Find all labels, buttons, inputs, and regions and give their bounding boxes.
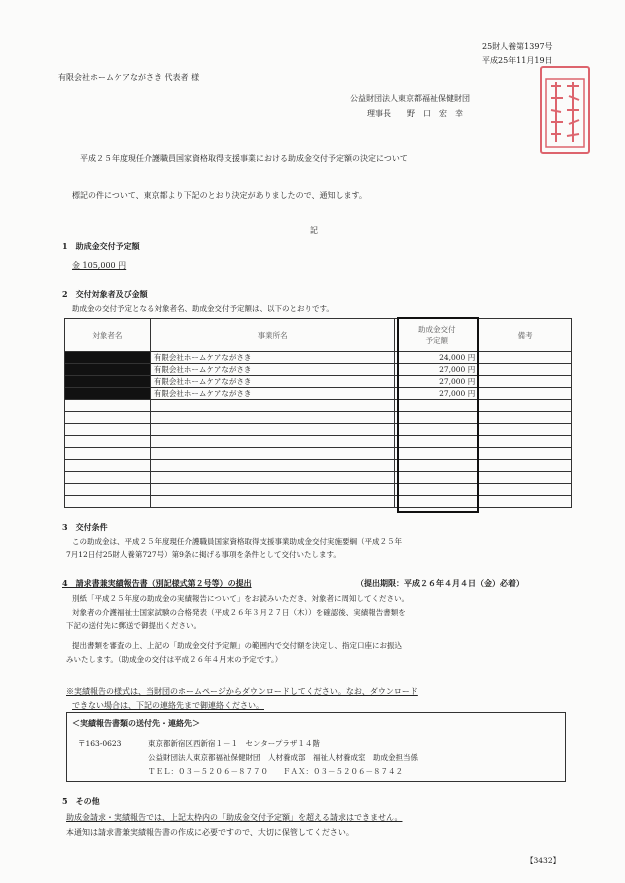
table-row	[65, 352, 572, 364]
empty-row	[65, 424, 572, 436]
section-3-line1: この助成金は、平成２５年度現任介護職員国家資格取得支援事業助成金交付実施要綱（平成２５年	[72, 537, 402, 546]
header-remarks: 備考	[479, 319, 572, 352]
remarks-cell	[479, 388, 572, 400]
contact-heading: ＜実績報告書類の送付先・連絡先＞	[72, 718, 200, 728]
section-5-line1: 助成金請求・実績報告では、上記太枠内の「助成金交付予定額」を超える請求はできません。	[66, 813, 403, 822]
section-4-line: 別紙「平成２５年度の助成金の実績報告について」をお読みいただき、対象者に周知してください。	[72, 594, 410, 603]
section-4-line: 提出書類を審査の上、上記の「助成金交付予定額」の範囲内で交付額を決定し、指定口座にお振込	[72, 641, 402, 650]
doc-date: 平成25年11月19日	[482, 56, 553, 65]
ki-heading: 記	[310, 226, 318, 235]
section-2-heading: 2 交付対象者及び金額	[62, 289, 148, 299]
empty-row	[65, 412, 572, 424]
addressee: 有限会社ホームケアながさき 代表者 様	[58, 73, 200, 82]
redacted-name	[65, 352, 151, 364]
empty-row	[65, 436, 572, 448]
contact-tel-fax: ＴＥＬ：０３－５２０６－８７７０ ＦＡＸ：０３－５２０６－８７４２	[148, 767, 403, 776]
empty-row	[65, 448, 572, 460]
remarks-cell	[479, 364, 572, 376]
amount-cell: 27,000 円	[395, 388, 479, 400]
section-3-line2: 7月12日付25財人養第727号）第9条に掲げる事項を条件として交付いたします。	[66, 550, 341, 559]
amount-cell: 24,000 円	[395, 352, 479, 364]
redacted-name	[65, 388, 151, 400]
empty-row	[65, 484, 572, 496]
section-5-line2: 本通知は請求書兼実績報告書の作成に必要ですので、大切に保管してください。	[66, 828, 354, 837]
section-4-line: みいたします。（助成金の交付は平成２６年４月末の予定です。）	[66, 655, 283, 664]
section-1-heading: 1 助成金交付予定額	[62, 241, 140, 251]
section-4-line: 対象者の介護福祉士国家試験の合格発表（平成２６年３月２７日（木））を確認後、実績報告書類を	[72, 608, 406, 617]
section-5-heading: 5 その他	[62, 796, 100, 806]
remarks-cell	[479, 376, 572, 388]
empty-row	[65, 472, 572, 484]
table-row	[65, 364, 572, 376]
document-title: 平成２５年度現任介護職員国家資格取得支援事業における助成金交付予定額の決定について	[80, 154, 408, 163]
sender-name: 理事長 野 口 宏 幸	[367, 109, 463, 118]
amount-bold-frame	[397, 317, 479, 513]
grant-amount: 金 105,000 円	[72, 261, 127, 270]
amount-cell: 27,000 円	[395, 364, 479, 376]
table-row	[65, 388, 572, 400]
intro-text: 標記の件について、東京都より下記のとおり決定がありましたので、通知します。	[72, 191, 367, 200]
download-note-1: ※実績報告の様式は、当財団のホームページからダウンロードしてください。なお、ダウンロード	[66, 687, 418, 696]
contact-org: 公益財団法人東京都福祉保健財団 人材養成部 福祉人材養成室 助成金担当係	[148, 753, 418, 762]
seal-stamp-mark	[543, 76, 587, 150]
empty-row	[65, 496, 572, 508]
redacted-name	[65, 364, 151, 376]
section-2-note: 助成金の交付予定となる対象者名、助成金交付予定額は、以下のとおりです。	[72, 304, 334, 313]
table-header-row	[65, 319, 572, 352]
amount-cell: 27,000 円	[395, 376, 479, 388]
header-office: 事業所名	[150, 319, 395, 352]
office-cell: 有限会社ホームケアながさき	[150, 364, 395, 376]
sender-org: 公益財団法人東京都福祉保健財団	[350, 94, 470, 103]
section-4-heading: 4 請求書兼実績報告書（別記様式第２号等）の提出	[62, 578, 252, 588]
grant-table	[64, 318, 572, 508]
download-note-2: できない場合は、下記の連絡先まで御連絡ください。	[72, 701, 264, 710]
table-row	[65, 376, 572, 388]
page-code: 【3432】	[526, 856, 561, 865]
office-cell: 有限会社ホームケアながさき	[150, 352, 395, 364]
remarks-cell	[479, 352, 572, 364]
section-3-heading: 3 交付条件	[62, 522, 108, 532]
office-cell: 有限会社ホームケアながさき	[150, 376, 395, 388]
header-amount-line2: 予定額	[425, 336, 449, 345]
section-4-deadline: （提出期限：平成２６年４月４日（金）必着）	[356, 578, 524, 588]
section-4-line: 下記の送付先に郵送で御提出ください。	[66, 621, 201, 630]
contact-address: 東京都新宿区西新宿１－１ センタープラザ１４階	[148, 739, 320, 748]
office-cell: 有限会社ホームケアながさき	[150, 388, 395, 400]
doc-number: 25財人養第1397号	[482, 42, 553, 51]
header-amount-line1: 助成金交付	[418, 325, 456, 334]
header-name: 対象者名	[65, 319, 151, 352]
contact-zip: 〒163-0623	[78, 739, 122, 748]
official-seal	[540, 66, 590, 154]
empty-row	[65, 400, 572, 412]
redacted-name	[65, 376, 151, 388]
empty-row	[65, 460, 572, 472]
